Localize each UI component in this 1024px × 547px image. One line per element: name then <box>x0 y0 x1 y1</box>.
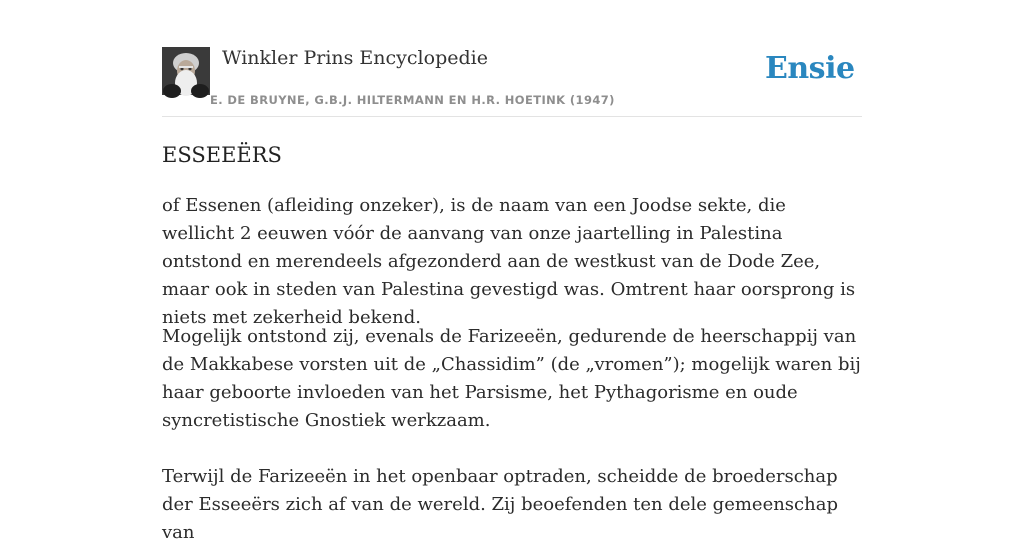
article-paragraph: Terwijl de Farizeeën in het openbaar optraden, scheidde de broederschap der Esseeërs zich af van de wereld. Zij beoefenden ten dele gemeenschap van <box>162 466 838 543</box>
ensie-logo[interactable]: Ensie <box>765 51 855 86</box>
article-title: ESSEEËRS <box>162 143 282 167</box>
page <box>162 0 862 543</box>
portrait-icon <box>162 47 210 95</box>
article-paragraph: Mogelijk ontstond zij, evenals de Farizeeën, gedurende de heerschappij van de Makkabese vorsten uit de „Chassidim” (de „vromen”); mogelijk waren bij haar geboorte invloeden van het Parsisme, het Pythagorisme en oude syncretistische Gnostiek werkzaam. <box>162 326 861 431</box>
author-avatar[interactable] <box>162 47 210 95</box>
article-paragraph: of Essenen (afleiding onzeker), is de naam van een Joodse sekte, die wellicht 2 eeuwen vóór de aanvang van onze jaartelling in Palestina ontstond en merendeels afgezonderd aan de westkust van de Dode Zee, maar ook in steden van Palestina gevestigd was. Omtrent haar oorsprong is niets met zekerheid bekend. <box>162 195 856 328</box>
author-byline[interactable]: E. DE BRUYNE, G.B.J. HILTERMANN EN H.R. HOETINK (1947) <box>210 93 615 107</box>
site-header <box>162 0 862 117</box>
site-title[interactable]: Winkler Prins Encyclopedie <box>222 47 488 69</box>
